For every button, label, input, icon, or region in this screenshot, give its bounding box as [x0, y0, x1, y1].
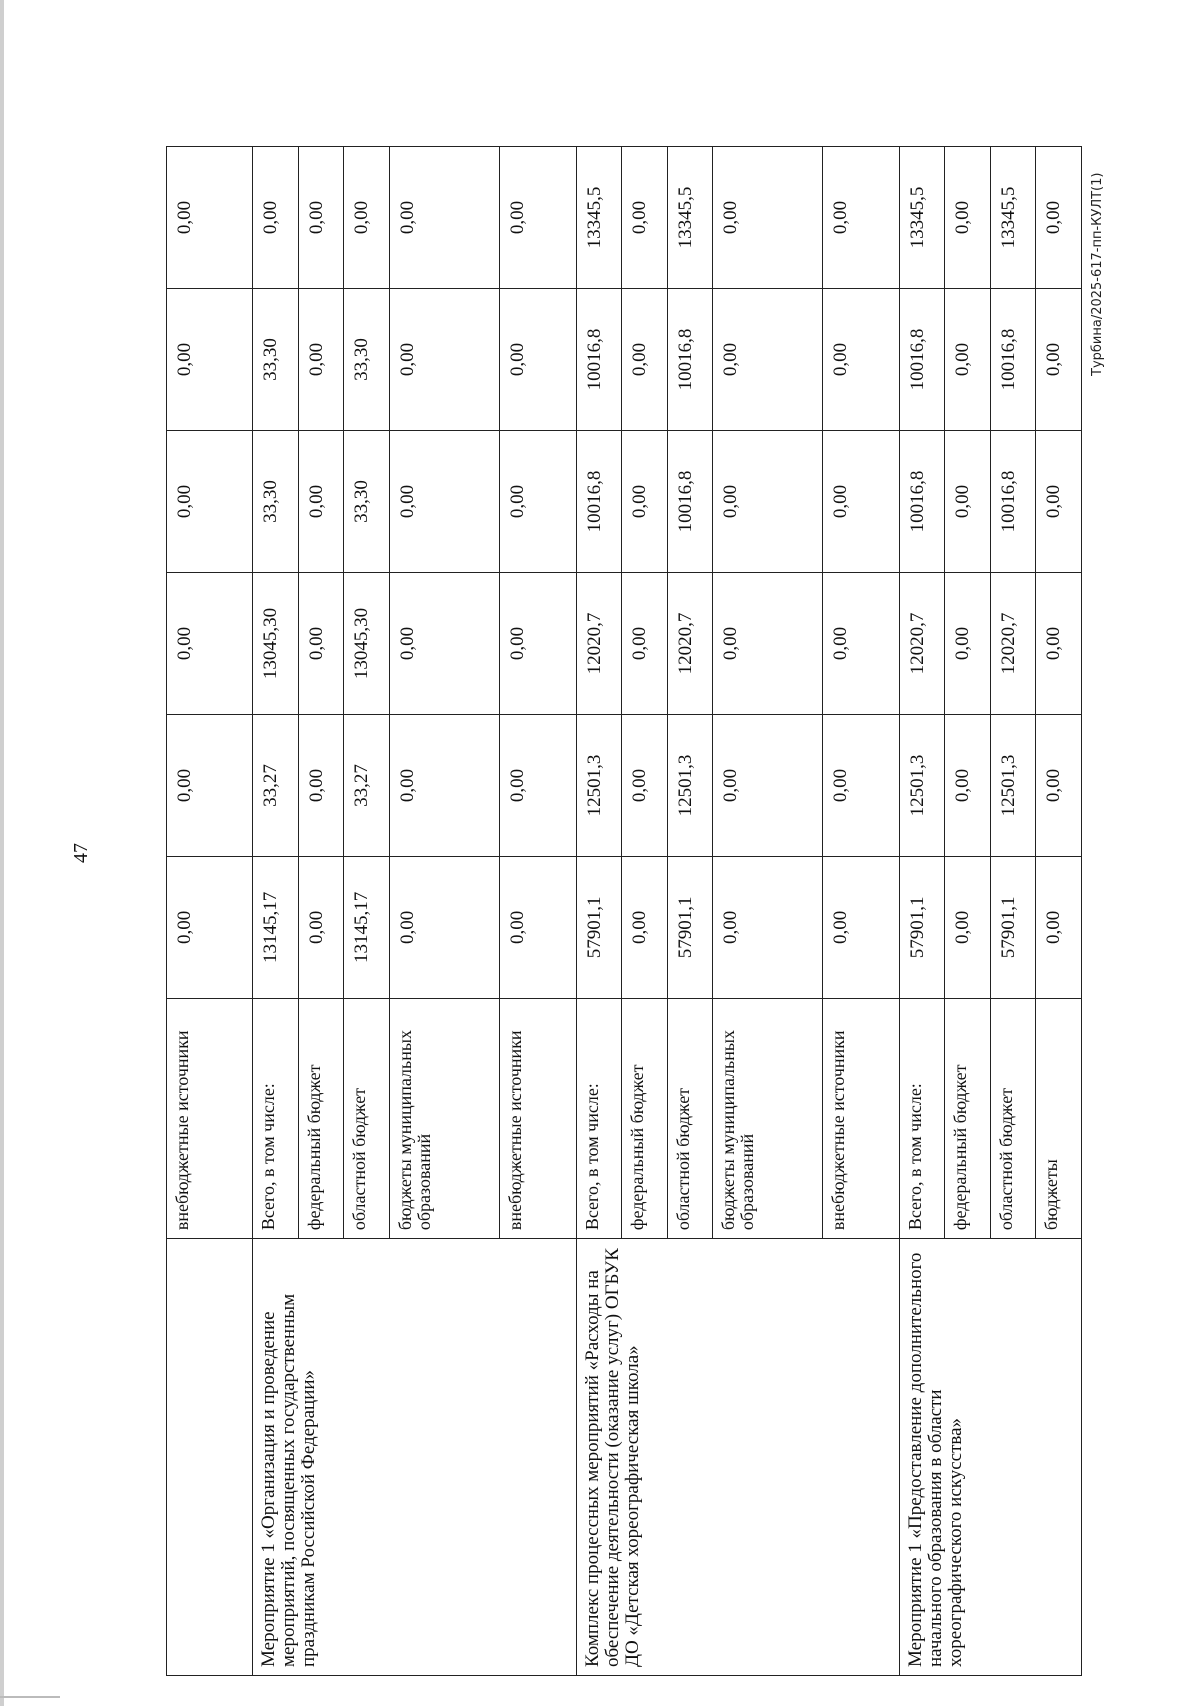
amount-cell: 0,00	[1036, 289, 1082, 431]
amount-cell: 10016,8	[667, 289, 713, 431]
amount-cell: 0,00	[945, 714, 991, 856]
funding-source-cell: Всего, в том числе:	[576, 998, 622, 1238]
budget-table-body	[167, 147, 1082, 1676]
amount-cell: 0,00	[499, 147, 576, 289]
funding-source-cell: федеральный бюджет	[945, 998, 991, 1238]
amount-cell: 0,00	[622, 147, 668, 289]
amount-cell: 0,00	[499, 572, 576, 714]
amount-cell: 33,30	[344, 289, 390, 431]
funding-source-cell: бюджеты муниципальных образований	[389, 998, 499, 1238]
amount-cell: 0,00	[167, 147, 253, 289]
table-row	[899, 147, 945, 1676]
funding-source-cell: внебюджетные источники	[499, 998, 576, 1238]
budget-table	[166, 146, 1082, 1676]
amount-cell: 13345,5	[990, 147, 1036, 289]
amount-cell: 0,00	[945, 147, 991, 289]
amount-cell: 12020,7	[990, 572, 1036, 714]
amount-cell: 13345,5	[667, 147, 713, 289]
amount-cell: 0,00	[298, 572, 344, 714]
funding-source-cell: внебюджетные источники	[823, 998, 900, 1238]
amount-cell: 0,00	[253, 147, 299, 289]
amount-cell: 33,30	[253, 289, 299, 431]
amount-cell: 12501,3	[576, 714, 622, 856]
amount-cell: 13145,17	[344, 856, 390, 998]
event-title-cell: Мероприятие 1 «Организация и проведение мероприятий, посвященных государственным праздникам Российской Федерации»	[253, 1239, 576, 1676]
amount-cell: 13045,30	[253, 572, 299, 714]
amount-cell: 57901,1	[990, 856, 1036, 998]
amount-cell: 0,00	[823, 147, 900, 289]
amount-cell: 0,00	[823, 714, 900, 856]
amount-cell: 0,00	[167, 572, 253, 714]
funding-source-cell: бюджеты муниципальных образований	[713, 998, 823, 1238]
amount-cell: 33,30	[344, 431, 390, 573]
amount-cell: 0,00	[167, 431, 253, 573]
amount-cell: 0,00	[298, 714, 344, 856]
funding-source-cell: Всего, в том числе:	[899, 998, 945, 1238]
amount-cell: 10016,8	[576, 431, 622, 573]
amount-cell: 0,00	[1036, 714, 1082, 856]
amount-cell: 0,00	[713, 856, 823, 998]
amount-cell: 12020,7	[899, 572, 945, 714]
amount-cell: 12501,3	[667, 714, 713, 856]
amount-cell: 0,00	[167, 856, 253, 998]
amount-cell: 0,00	[622, 856, 668, 998]
amount-cell: 0,00	[622, 714, 668, 856]
table-row	[167, 147, 253, 1676]
amount-cell: 0,00	[713, 431, 823, 573]
amount-cell: 0,00	[1036, 572, 1082, 714]
amount-cell: 0,00	[823, 856, 900, 998]
amount-cell: 12501,3	[899, 714, 945, 856]
amount-cell: 0,00	[713, 289, 823, 431]
event-title-cell: Мероприятие 1 «Предоставление дополнительного начального образования в области хореографического искусства»	[899, 1239, 1081, 1676]
document-code: Турбина/2025-617-пп-КУЛТ(1)	[1090, 172, 1105, 376]
amount-cell: 0,00	[167, 714, 253, 856]
amount-cell: 13145,17	[253, 856, 299, 998]
amount-cell: 12020,7	[667, 572, 713, 714]
amount-cell: 0,00	[823, 289, 900, 431]
amount-cell: 13345,5	[576, 147, 622, 289]
amount-cell: 0,00	[1036, 147, 1082, 289]
amount-cell: 0,00	[298, 147, 344, 289]
funding-source-cell: областной бюджет	[344, 998, 390, 1238]
amount-cell: 0,00	[499, 289, 576, 431]
funding-source-cell: федеральный бюджет	[622, 998, 668, 1238]
event-title-cell	[167, 1239, 253, 1676]
amount-cell: 33,30	[253, 431, 299, 573]
amount-cell: 13345,5	[899, 147, 945, 289]
amount-cell: 0,00	[713, 572, 823, 714]
funding-source-cell: федеральный бюджет	[298, 998, 344, 1238]
amount-cell: 57901,1	[667, 856, 713, 998]
amount-cell: 0,00	[389, 431, 499, 573]
amount-cell: 0,00	[389, 856, 499, 998]
amount-cell: 0,00	[499, 714, 576, 856]
amount-cell: 0,00	[298, 431, 344, 573]
table-row	[253, 147, 299, 1676]
amount-cell: 0,00	[389, 572, 499, 714]
amount-cell: 0,00	[945, 856, 991, 998]
amount-cell: 13045,30	[344, 572, 390, 714]
amount-cell: 0,00	[713, 714, 823, 856]
budget-table-container	[166, 146, 1082, 1676]
amount-cell: 0,00	[389, 147, 499, 289]
amount-cell: 0,00	[499, 431, 576, 573]
funding-source-cell: внебюджетные источники	[167, 998, 253, 1238]
amount-cell: 0,00	[622, 289, 668, 431]
amount-cell: 12020,7	[576, 572, 622, 714]
amount-cell: 0,00	[344, 147, 390, 289]
amount-cell: 57901,1	[899, 856, 945, 998]
amount-cell: 0,00	[499, 856, 576, 998]
amount-cell: 10016,8	[990, 431, 1036, 573]
amount-cell: 0,00	[389, 714, 499, 856]
amount-cell: 0,00	[389, 289, 499, 431]
amount-cell: 0,00	[622, 431, 668, 573]
amount-cell: 10016,8	[667, 431, 713, 573]
amount-cell: 0,00	[713, 147, 823, 289]
table-row	[576, 147, 622, 1676]
amount-cell: 0,00	[1036, 856, 1082, 998]
amount-cell: 0,00	[823, 431, 900, 573]
amount-cell: 0,00	[622, 572, 668, 714]
amount-cell: 10016,8	[990, 289, 1036, 431]
amount-cell: 10016,8	[899, 289, 945, 431]
amount-cell: 0,00	[298, 289, 344, 431]
event-title-cell: Комплекс процессных мероприятий «Расходы на обеспечение деятельности (оказание услуг) ОГБУК ДО «Детская хореографическая школа»	[576, 1239, 899, 1676]
amount-cell: 0,00	[823, 572, 900, 714]
funding-source-cell: бюджеты	[1036, 998, 1082, 1238]
amount-cell: 10016,8	[899, 431, 945, 573]
amount-cell: 0,00	[945, 572, 991, 714]
amount-cell: 0,00	[945, 431, 991, 573]
amount-cell: 57901,1	[576, 856, 622, 998]
amount-cell: 0,00	[945, 289, 991, 431]
amount-cell: 0,00	[298, 856, 344, 998]
funding-source-cell: областной бюджет	[990, 998, 1036, 1238]
amount-cell: 33,27	[253, 714, 299, 856]
amount-cell: 0,00	[167, 289, 253, 431]
page-number: 47	[70, 843, 92, 863]
amount-cell: 10016,8	[576, 289, 622, 431]
funding-source-cell: областной бюджет	[667, 998, 713, 1238]
funding-source-cell: Всего, в том числе:	[253, 998, 299, 1238]
amount-cell: 33,27	[344, 714, 390, 856]
amount-cell: 12501,3	[990, 714, 1036, 856]
amount-cell: 0,00	[1036, 431, 1082, 573]
